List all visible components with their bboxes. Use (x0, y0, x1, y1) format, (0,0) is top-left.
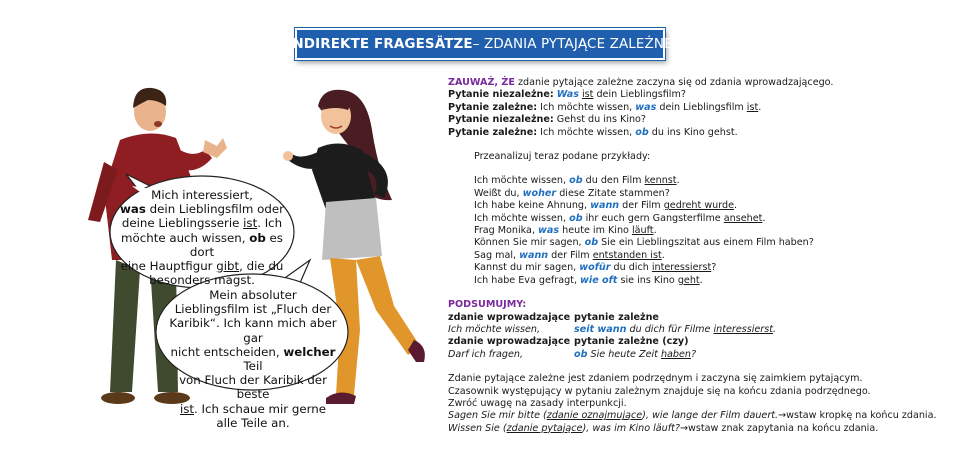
example-item: Ich möchte wissen, ob du den Film kennst. (474, 175, 680, 187)
intro-row: Pytanie niezależne: Was ist dein Lieblingsfilm? (448, 89, 686, 101)
bubble2-line: Karibik“. Ich kann mich aber gar (169, 316, 337, 345)
summary-cell: zdanie wprowadzające (448, 311, 571, 323)
summary-cell: Darf ich fragen, (448, 348, 524, 360)
bubble1-line: besonders magst. (149, 273, 255, 288)
bubble2-line: von Fluch der Karibik der beste (179, 373, 327, 402)
bubble2-line: alle Teile an. (216, 415, 290, 430)
summary-heading: PODSUMUJMY: (448, 299, 527, 311)
summary-cell: ob Sie heute Zeit haben? (574, 348, 697, 360)
example-item: Kannst du mir sagen, wofür du dich interessierst? (474, 262, 717, 274)
summary-cell: seit wann du dich für Filme interessierst. (574, 323, 777, 335)
note-line: Zwróć uwagę na zasady interpunkcji. (448, 397, 627, 409)
title-sub: – ZDANIA PYTAJĄCE ZALEŻNE (472, 36, 673, 52)
summary-cell: zdanie wprowadzające (448, 336, 571, 348)
example-item: Ich habe Eva gefragt, wie oft sie ins Kino geht. (474, 274, 703, 286)
intro-note: ZAUWAŻ, ŻE zdanie pytające zależne zaczyna się od zdania wprowadzającego. (448, 77, 834, 88)
examples-list (448, 175, 953, 287)
example-item: Ich möchte wissen, ob ihr euch gern Gangsterfilme ansehet. (474, 212, 766, 224)
summary-cell: Ich möchte wissen, (448, 323, 541, 335)
grammar-explanation (448, 77, 953, 435)
example-item: Sag mal, wann der Film entstanden ist. (474, 249, 665, 261)
example-item: Können Sie mir sagen, ob Sie ein Lieblingszitat aus einem Film haben? (474, 237, 814, 249)
example-item: Ich habe keine Ahnung, wann der Film gedreht wurde. (474, 200, 738, 212)
bubble2-line: Lieblingsfilm ist „Fluch der (174, 302, 332, 317)
bubble1-line: deine Lieblingsserie ist. Ich (121, 216, 283, 231)
bubble2-line: nicht entscheiden, welcher Teil (170, 344, 336, 374)
note-line: Wissen Sie (zdanie pytające), was im Kino läuft?→wstaw znak zapytania na końcu zdania. (448, 422, 879, 434)
bubble1-line: möchte auch wissen, ob es dort (121, 230, 283, 259)
summary-table (448, 312, 953, 362)
speech-bubble-2-text (162, 288, 344, 430)
bubble1-line: was dein Lieblingsfilm oder (120, 202, 284, 217)
example-item: Weißt du, woher diese Zitate stammen? (474, 187, 670, 199)
intro-row: Pytanie zależne: Ich möchte wissen, was dein Lieblingsfilm ist. (448, 101, 762, 113)
note-line: Czasownik występujący w pytaniu zależnym znajduje się na końcu zdania podrzędnego. (448, 385, 871, 397)
summary-cell: pytanie zależne (574, 311, 659, 323)
note-line: Sagen Sie mir bitte (zdanie oznajmujące), wie lange der Film dauert.→wstaw kropkę na końcu zdania. (448, 410, 937, 422)
title-banner (287, 28, 673, 60)
intro-row: Pytanie zależne: Ich möchte wissen, ob du ins Kino gehst. (448, 126, 738, 138)
bubble2-line: Mein absoluter (209, 288, 297, 302)
note-line: Zdanie pytające zależne jest zdaniem podrzędnym i zaczyna się zaimkiem pytającym. (448, 373, 863, 385)
bubble1-line: Mich interessiert, (151, 188, 253, 202)
bubble1-line: eine Hauptfigur gibt, die du (120, 259, 284, 274)
title-main: INDIREKTE FRAGESÄTZE (287, 36, 473, 52)
summary-cell: pytanie zależne (czy) (574, 336, 689, 348)
intro-row: Pytanie niezależne: Gehst du ins Kino? (448, 114, 647, 126)
speech-bubble-1-text (118, 188, 286, 287)
examples-intro: Przeanalizuj teraz podane przykłady: (474, 151, 651, 163)
bubble2-line: ist. Ich schaue mir gerne (179, 401, 327, 416)
example-item: Frag Monika, was heute im Kino läuft. (474, 225, 657, 237)
